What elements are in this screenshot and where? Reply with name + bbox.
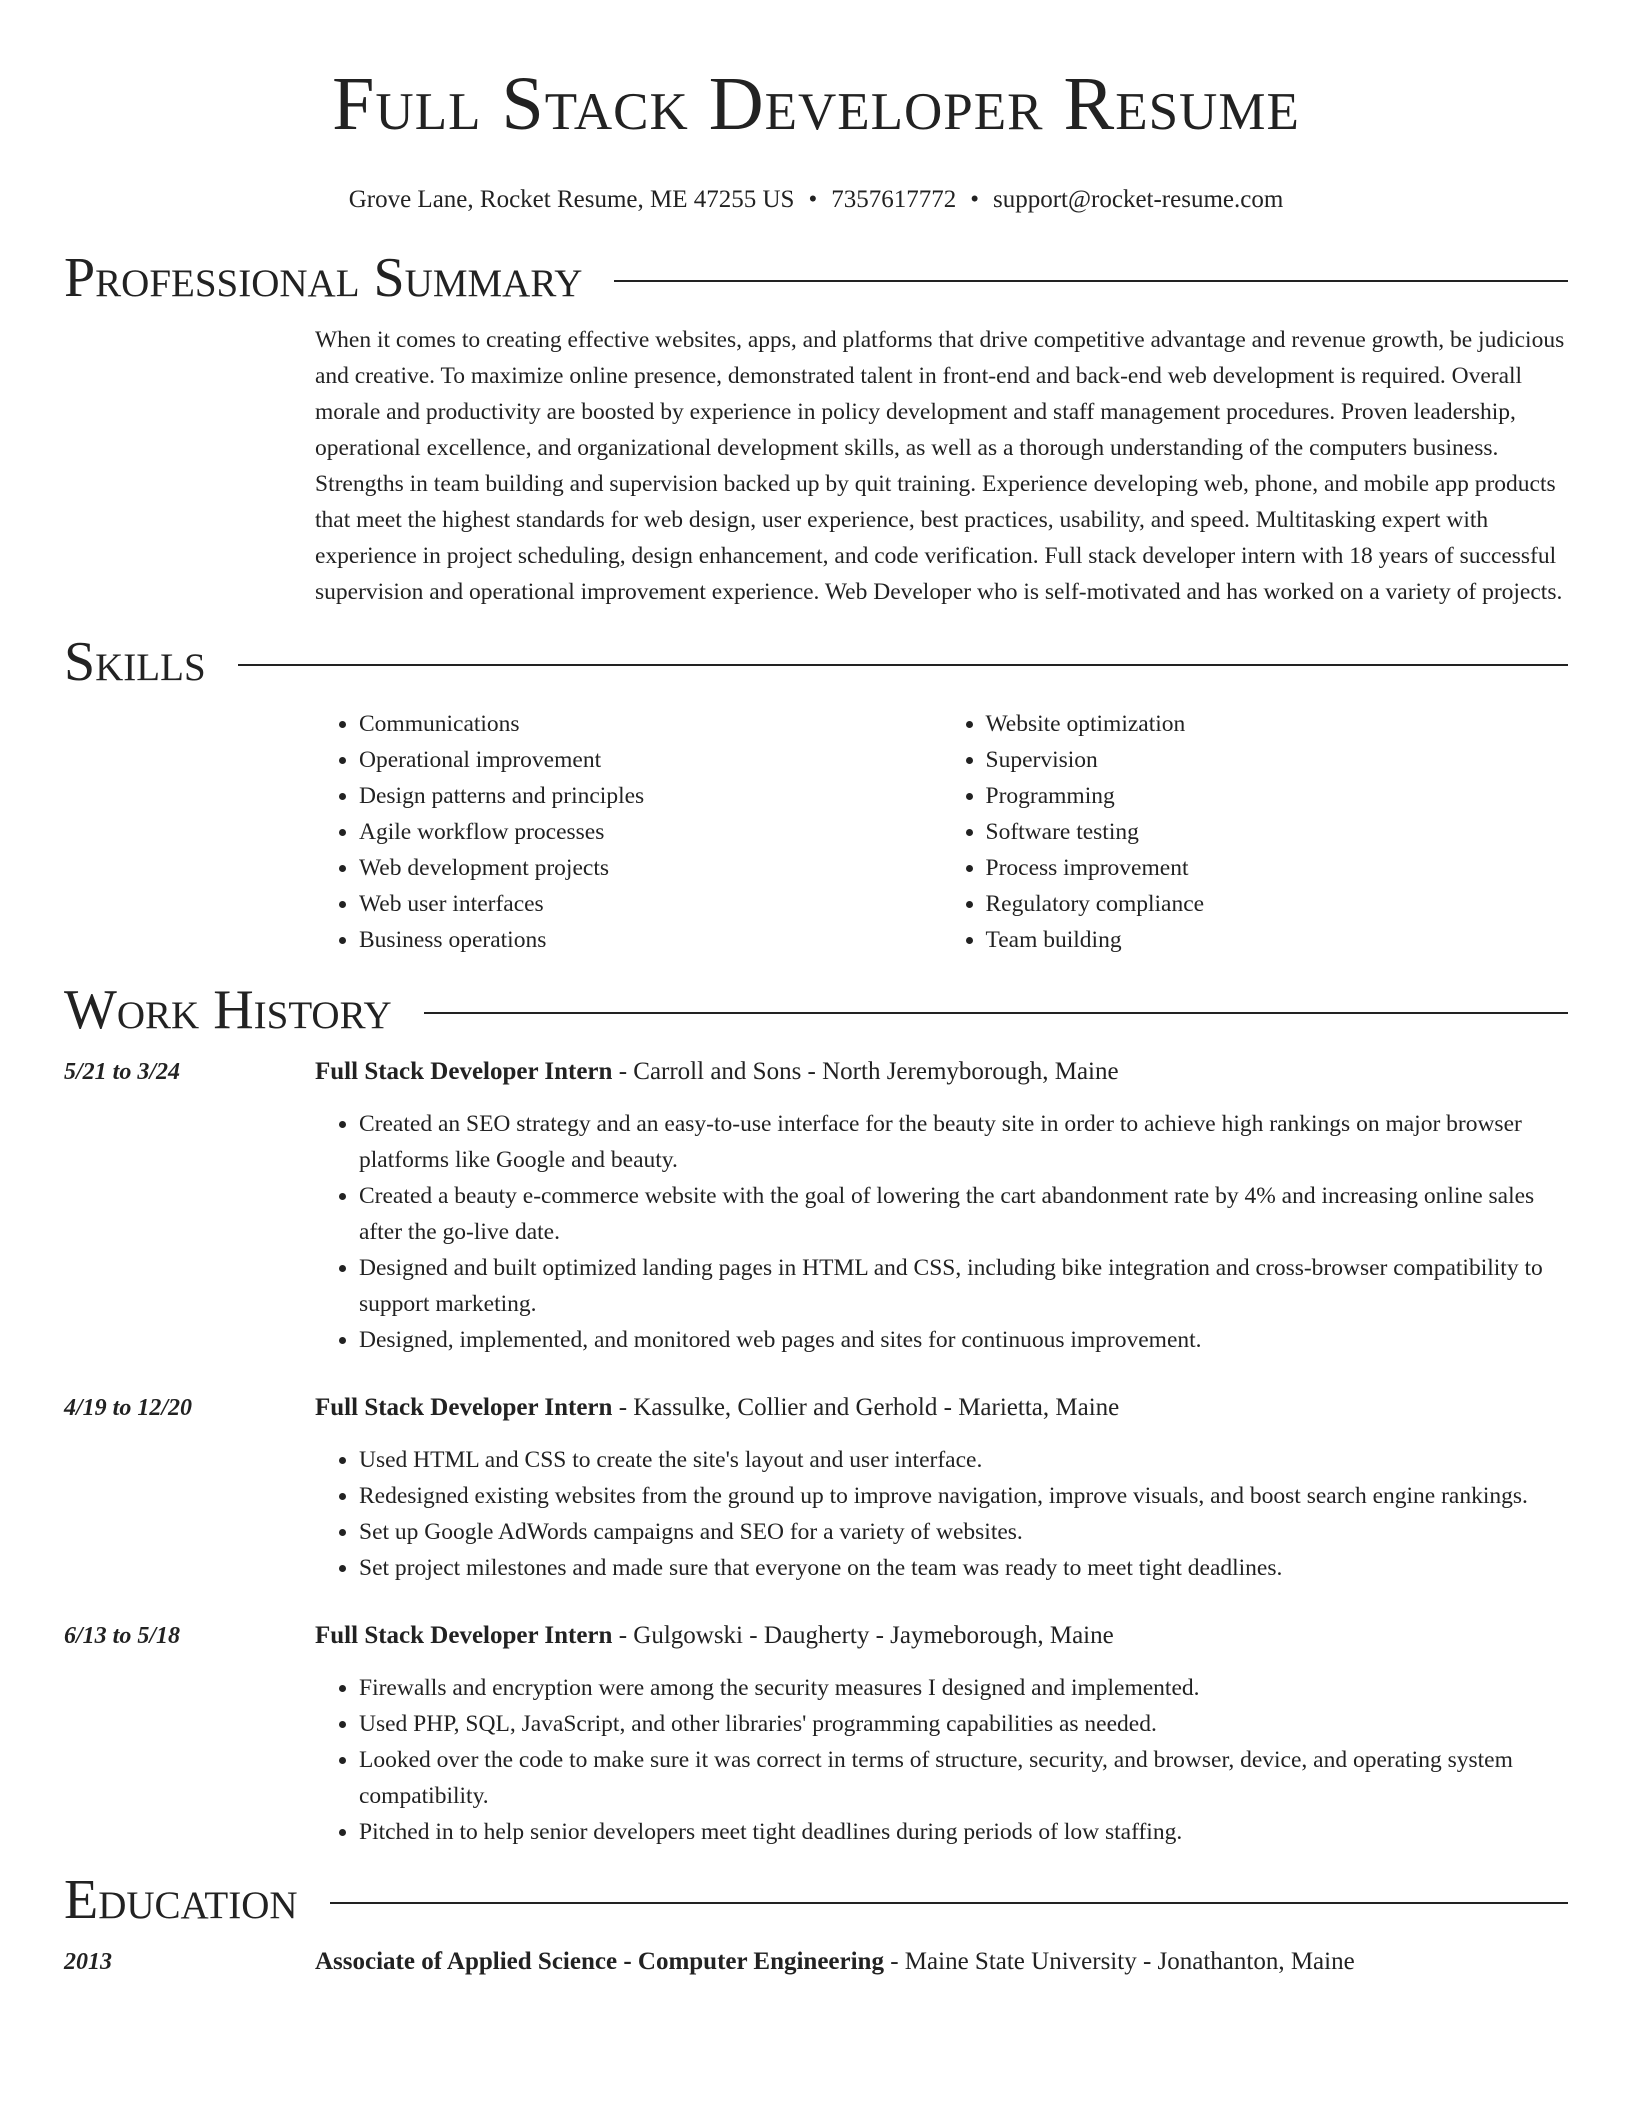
- contact-phone: 7357617772: [831, 186, 957, 213]
- section-divider: [330, 1902, 1568, 1904]
- contact-line: [0, 184, 1632, 216]
- skill-item: • Operational improvement: [359, 742, 942, 778]
- skills-columns: [315, 706, 1568, 958]
- job-role: Full Stack Developer Intern: [315, 1058, 613, 1085]
- education-section-title: Education: [64, 1869, 298, 1931]
- education-heading: [315, 1944, 1568, 1980]
- resume-header: [0, 0, 1632, 216]
- education-entry: [64, 1944, 1568, 1980]
- job-dates: 6/13 to 5/18: [64, 1623, 181, 1649]
- skill-item: • Software testing: [986, 814, 1569, 850]
- section-divider: [238, 664, 1568, 666]
- skills-section-header: [64, 630, 1568, 694]
- contact-address: Grove Lane, Rocket Resume, ME 47255 US: [348, 186, 795, 213]
- education-degree: Associate of Applied Science - Computer Engineering: [315, 1948, 884, 1975]
- summary-section-header: [64, 246, 1568, 310]
- skill-item: • Regulatory compliance: [986, 886, 1569, 922]
- summary-text: When it comes to creating effective websites, apps, and platforms that drive competitive advantage and revenue growth, be judicious and creative. To maximize online presence, demonstrated talent in front-end and back-end web development is required. Overall morale and productivity are boosted by experience in policy development and staff management procedures. Proven leadership, operational excellence, and organizational development skills, as well as a thorough understanding of the computers business. Strengths in team building and supervision backed up by quit training. Experience developing web, phone, and mobile app products that meet the highest standards for web design, user experience, best practices, usability, and speed. Multitasking expert with experience in project scheduling, design enhancement, and code verification. Full stack developer intern with 18 years of successful supervision and operational improvement experience. Web Developer who is self-motivated and has worked on a variety of projects.: [315, 327, 1565, 605]
- job-bullet: • Used PHP, SQL, JavaScript, and other libraries' programming capabilities as needed.: [359, 1706, 1568, 1742]
- work-section-header: [64, 978, 1568, 1042]
- job-dates: 5/21 to 3/24: [64, 1059, 181, 1085]
- education-section-header: [64, 1868, 1568, 1932]
- job-details: - Kassulke, Collier and Gerhold - Marietta, Maine: [612, 1394, 1120, 1421]
- skill-item: • Website optimization: [986, 706, 1569, 742]
- skill-item: • Web user interfaces: [359, 886, 942, 922]
- job-bullet: • Pitched in to help senior developers meet tight deadlines during periods of low staffing.: [359, 1814, 1568, 1850]
- skill-item: • Team building: [986, 922, 1569, 958]
- job-entry: [64, 1390, 1568, 1586]
- skill-item: • Business operations: [359, 922, 942, 958]
- skills-section-title: Skills: [64, 631, 206, 693]
- job-heading: [315, 1054, 1568, 1090]
- skill-item: • Design patterns and principles: [359, 778, 942, 814]
- contact-email: support@rocket-resume.com: [993, 186, 1284, 213]
- job-bullets: [315, 1106, 1568, 1358]
- job-bullet: • Firewalls and encryption were among the security measures I designed and implemented.: [359, 1670, 1568, 1706]
- job-heading: [315, 1390, 1568, 1426]
- job-heading: [315, 1618, 1568, 1654]
- job-bullet: • Used HTML and CSS to create the site's layout and user interface.: [359, 1442, 1568, 1478]
- skill-item: • Supervision: [986, 742, 1569, 778]
- job-bullet: • Created an SEO strategy and an easy-to-use interface for the beauty site in order to achieve high rankings on major browser platforms like Google and beauty.: [359, 1106, 1568, 1178]
- job-bullets: [315, 1442, 1568, 1586]
- job-bullet: • Set project milestones and made sure that everyone on the team was ready to meet tight deadlines.: [359, 1550, 1568, 1586]
- skill-item: • Communications: [359, 706, 942, 742]
- job-bullet: • Looked over the code to make sure it was correct in terms of structure, security, and browser, device, and operating system compatibility.: [359, 1742, 1568, 1814]
- section-divider: [424, 1012, 1568, 1014]
- job-details: - Gulgowski - Daugherty - Jaymeborough, Maine: [612, 1622, 1114, 1649]
- job-dates: 4/19 to 12/20: [64, 1395, 193, 1421]
- job-bullet: • Designed and built optimized landing pages in HTML and CSS, including bike integration and cross-browser compatibility to support marketing.: [359, 1250, 1568, 1322]
- education-details: - Maine State University - Jonathanton, Maine: [883, 1948, 1355, 1975]
- job-bullet: • Designed, implemented, and monitored web pages and sites for continuous improvement.: [359, 1322, 1568, 1358]
- summary-section-title: Professional Summary: [64, 247, 583, 309]
- skills-list-right: [942, 706, 1569, 958]
- skill-item: • Process improvement: [986, 850, 1569, 886]
- job-role: Full Stack Developer Intern: [315, 1622, 613, 1649]
- job-bullet: • Created a beauty e-commerce website with the goal of lowering the cart abandonment rate by 4% and increasing online sales after the go-live date.: [359, 1178, 1568, 1250]
- job-entry: [64, 1054, 1568, 1358]
- skill-item: • Programming: [986, 778, 1569, 814]
- work-section-title: Work History: [64, 979, 392, 1041]
- job-details: - Carroll and Sons - North Jeremyborough, Maine: [612, 1058, 1119, 1085]
- job-bullet: • Set up Google AdWords campaigns and SEO for a variety of websites.: [359, 1514, 1568, 1550]
- education-year: 2013: [64, 1949, 112, 1975]
- skill-item: • Agile workflow processes: [359, 814, 942, 850]
- skills-list-left: [315, 706, 942, 958]
- contact-separator: •: [808, 186, 818, 213]
- job-bullet: • Redesigned existing websites from the ground up to improve navigation, improve visuals, and boost search engine rankings.: [359, 1478, 1568, 1514]
- page-title: Full Stack Developer Resume: [332, 62, 1300, 146]
- job-bullets: [315, 1670, 1568, 1850]
- job-role: Full Stack Developer Intern: [315, 1394, 613, 1421]
- section-divider: [614, 280, 1568, 282]
- skill-item: • Web development projects: [359, 850, 942, 886]
- contact-separator: •: [970, 186, 979, 213]
- job-entry: [64, 1618, 1568, 1850]
